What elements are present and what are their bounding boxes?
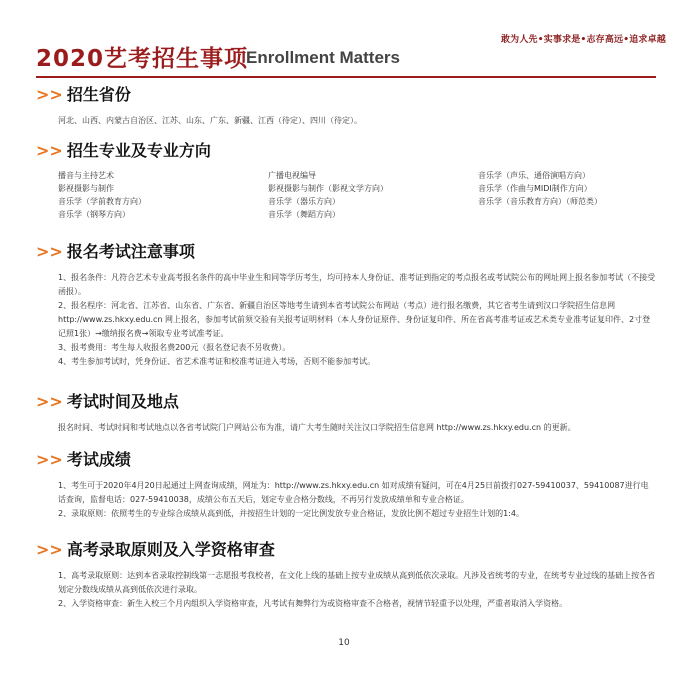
major-item: 播音与主持艺术 (58, 171, 114, 180)
paragraph: 4、考生参加考试时，凭身份证、省艺术准考证和校准考证进入考场，否则不能参加考试。 (58, 357, 376, 366)
major-item: 音乐学（器乐方向） (268, 197, 340, 206)
paragraph: 2、录取原则：依照考生的专业综合成绩从高到低，并按招生计划的一定比例发放专业合格证，发放比例不超过专业招生计划的1:4。 (58, 509, 524, 518)
section-admission (36, 539, 656, 611)
arrow-marker: >> (36, 392, 63, 411)
section-heading (36, 539, 656, 561)
paragraph: 1、考生可于2020年4月20日起通过上网查询成绩，网址为：http://www.zs.hkxy.edu.cn 如对成绩有疑问，可在4月25日前拨打027-59410037、59410087进行电话查询，监督电话：027-59410038，成绩公布五天后，划定专业合格分数线，不再另行发放成绩单和专业合格证。 (58, 481, 649, 504)
major-item: 音乐学（音乐教育方向）（师范类） (478, 197, 602, 206)
section-majors (36, 140, 656, 221)
paragraph: 3、报考费用：考生每人收报名费200元（报名登记表不另收费）。 (58, 343, 291, 352)
section-body (58, 421, 656, 435)
arrow-marker: >> (36, 450, 63, 469)
section-schedule (36, 391, 656, 435)
page-header (36, 40, 656, 74)
page-subtitle-en: Enrollment Matters (246, 48, 400, 67)
paragraph: 报名时间、考试时间和考试地点以各省考试院门户网站公布为准，请广大考生随时关注汉口学院招生信息网 http://www.zs.hkxy.edu.cn 的更新。 (58, 423, 576, 432)
page-title: 2020艺考招生事项 (36, 46, 249, 72)
school-motto: 敢为人先•实事求是•志存高远•追求卓越 (500, 35, 666, 45)
section-title: 招生省份 (66, 85, 131, 104)
page-number: 10 (338, 638, 350, 648)
section-title: 高考录取原则及入学资格审查 (66, 540, 275, 559)
paragraph: 1、报名条件：凡符合艺术专业高考报名条件的高中毕业生和同等学历考生，均可持本人身份证、准考证到指定的考点报名或考试院公布的网址网上报名参加考试（不接受函报）。 (58, 273, 656, 296)
paragraph: 1、高考录取原则：达到本省录取控制线第一志愿报考我校者，在文化上线的基础上按专业成绩从高到低依次录取。凡涉及省统考的专业，在统考专业过线的基础上按各省划定分数线成绩从高到低依次进行录取。 (58, 571, 656, 594)
arrow-marker: >> (36, 242, 63, 261)
section-heading (36, 84, 656, 106)
major-item: 音乐学（舞蹈方向） (268, 210, 340, 219)
section-title: 考试成绩 (66, 450, 131, 469)
section-body (58, 479, 656, 521)
major-item: 影视摄影与制作 (58, 184, 114, 193)
arrow-marker: >> (36, 540, 63, 559)
major-item: 影视摄影与制作（影视文学方向） (268, 184, 388, 193)
section-body (58, 114, 656, 128)
major-item: 音乐学（作曲与MIDI制作方向） (478, 184, 592, 193)
section-title: 考试时间及地点 (66, 392, 179, 411)
major-item: 音乐学（钢琴方向） (58, 210, 130, 219)
major-item (478, 209, 658, 221)
paragraph: 2、入学资格审查：新生入校三个月内组织入学资格审查，凡考试有舞弊行为或资格审查不合格者，视情节轻重予以处理，严重者取消入学资格。 (58, 599, 568, 608)
section-heading (36, 391, 656, 413)
section-heading (36, 241, 656, 263)
section-title: 报名考试注意事项 (66, 242, 195, 261)
section-body (58, 271, 656, 369)
majors-grid (58, 170, 656, 221)
header-divider (36, 76, 656, 78)
arrow-marker: >> (36, 141, 63, 160)
major-item: 音乐学（学前教育方向） (58, 197, 146, 206)
paragraph: 河北、山西、内蒙古自治区、江苏、山东、广东、新疆、江西（待定）、四川（待定）。 (58, 116, 362, 125)
section-body (58, 569, 656, 611)
arrow-marker: >> (36, 85, 63, 104)
major-item: 音乐学（声乐、通俗演唱方向） (478, 171, 590, 180)
paragraph: 2、报名程序：河北省、江苏省、山东省、广东省、新疆自治区等地考生请到本省考试院公布网站（考点）进行报名缴费，其它省考生请到汉口学院招生信息网 http://www.zs.hkxy.edu.cn 网上报名，参加考试前须交验有关报考证明材料（本人身份证原件、身份证复印件、所在省高考准考证或艺术类专业准考证复印件、2寸登记照1张）→缴纳报名费→领取专业考试准考证。 (58, 301, 651, 338)
section-registration (36, 241, 656, 369)
major-item: 广播电视编导 (268, 171, 316, 180)
section-provinces (36, 84, 656, 128)
section-heading (36, 140, 656, 162)
section-results (36, 449, 656, 521)
section-heading (36, 449, 656, 471)
section-title: 招生专业及专业方向 (66, 141, 211, 160)
